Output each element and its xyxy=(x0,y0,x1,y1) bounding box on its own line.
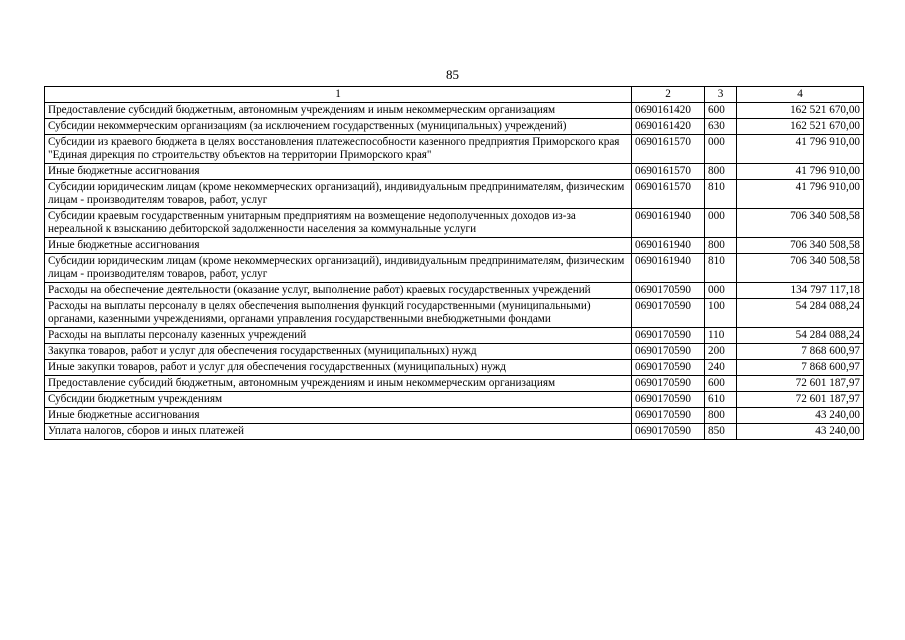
table-row xyxy=(45,424,864,440)
row-csr-cell: 0690170590 xyxy=(632,299,705,328)
row-name-cell: Субсидии некоммерческим организациям (за исключением государственных (муниципальных) учреждений) xyxy=(45,119,632,135)
table-row xyxy=(45,180,864,209)
row-csr-cell: 0690170590 xyxy=(632,344,705,360)
row-sum-cell: 41 796 910,00 xyxy=(737,164,864,180)
row-vr-cell: 000 xyxy=(705,283,737,299)
column-header-csr: 2 xyxy=(632,87,705,103)
row-name-cell: Расходы на выплаты персоналу казенных учреждений xyxy=(45,328,632,344)
table-row xyxy=(45,344,864,360)
row-csr-cell: 0690161420 xyxy=(632,119,705,135)
table-row xyxy=(45,238,864,254)
row-csr-cell: 0690170590 xyxy=(632,376,705,392)
row-name-cell: Субсидии из краевого бюджета в целях восстановления платежеспособности казенного предприятия Приморского края "Единая дирекция по строительству объектов на территории Приморского края" xyxy=(45,135,632,164)
row-name-cell: Предоставление субсидий бюджетным, автономным учреждениям и иным некоммерческим организациям xyxy=(45,103,632,119)
row-name-cell: Иные бюджетные ассигнования xyxy=(45,238,632,254)
row-name-cell: Субсидии юридическим лицам (кроме некоммерческих организаций), индивидуальным предпринимателям, физическим лицам - производителям товаров, работ, услуг xyxy=(45,254,632,283)
table-row xyxy=(45,103,864,119)
table-row xyxy=(45,392,864,408)
row-sum-cell: 706 340 508,58 xyxy=(737,238,864,254)
table-row xyxy=(45,209,864,238)
row-csr-cell: 0690170590 xyxy=(632,392,705,408)
column-header-vr: 3 xyxy=(705,87,737,103)
row-sum-cell: 706 340 508,58 xyxy=(737,209,864,238)
row-csr-cell: 0690161570 xyxy=(632,135,705,164)
budget-table xyxy=(44,86,864,440)
row-sum-cell: 162 521 670,00 xyxy=(737,119,864,135)
table-row xyxy=(45,299,864,328)
row-sum-cell: 134 797 117,18 xyxy=(737,283,864,299)
row-csr-cell: 0690161940 xyxy=(632,254,705,283)
row-vr-cell: 600 xyxy=(705,376,737,392)
row-vr-cell: 610 xyxy=(705,392,737,408)
table-row xyxy=(45,328,864,344)
row-name-cell: Расходы на выплаты персоналу в целях обеспечения выполнения функций государственными (муниципальными) органами, казенными учреждениями, органами управления государственными внебюджетными фондами xyxy=(45,299,632,328)
table-row xyxy=(45,254,864,283)
row-sum-cell: 41 796 910,00 xyxy=(737,180,864,209)
table-row xyxy=(45,408,864,424)
row-vr-cell: 000 xyxy=(705,135,737,164)
column-header-name: 1 xyxy=(45,87,632,103)
row-vr-cell: 200 xyxy=(705,344,737,360)
row-vr-cell: 800 xyxy=(705,238,737,254)
row-name-cell: Расходы на обеспечение деятельности (оказание услуг, выполнение работ) краевых государственных учреждений xyxy=(45,283,632,299)
row-csr-cell: 0690170590 xyxy=(632,360,705,376)
row-sum-cell: 43 240,00 xyxy=(737,424,864,440)
table-header-row xyxy=(45,87,864,103)
row-name-cell: Закупка товаров, работ и услуг для обеспечения государственных (муниципальных) нужд xyxy=(45,344,632,360)
row-vr-cell: 240 xyxy=(705,360,737,376)
row-sum-cell: 706 340 508,58 xyxy=(737,254,864,283)
row-vr-cell: 110 xyxy=(705,328,737,344)
row-vr-cell: 800 xyxy=(705,164,737,180)
row-name-cell: Предоставление субсидий бюджетным, автономным учреждениям и иным некоммерческим организациям xyxy=(45,376,632,392)
row-vr-cell: 810 xyxy=(705,254,737,283)
row-sum-cell: 54 284 088,24 xyxy=(737,328,864,344)
row-name-cell: Субсидии бюджетным учреждениям xyxy=(45,392,632,408)
row-name-cell: Субсидии краевым государственным унитарным предприятиям на возмещение недополученных доходов из-за нереальной к взысканию дебиторской задолженности населения за коммунальные услуги xyxy=(45,209,632,238)
row-csr-cell: 0690161940 xyxy=(632,209,705,238)
row-vr-cell: 800 xyxy=(705,408,737,424)
row-vr-cell: 810 xyxy=(705,180,737,209)
row-sum-cell: 43 240,00 xyxy=(737,408,864,424)
row-sum-cell: 162 521 670,00 xyxy=(737,103,864,119)
row-csr-cell: 0690170590 xyxy=(632,408,705,424)
table-row xyxy=(45,283,864,299)
row-name-cell: Субсидии юридическим лицам (кроме некоммерческих организаций), индивидуальным предпринимателям, физическим лицам - производителям товаров, работ, услуг xyxy=(45,180,632,209)
column-header-sum: 4 xyxy=(737,87,864,103)
row-vr-cell: 850 xyxy=(705,424,737,440)
row-csr-cell: 0690170590 xyxy=(632,424,705,440)
row-vr-cell: 000 xyxy=(705,209,737,238)
row-sum-cell: 72 601 187,97 xyxy=(737,392,864,408)
row-name-cell: Иные бюджетные ассигнования xyxy=(45,408,632,424)
row-vr-cell: 630 xyxy=(705,119,737,135)
table-row xyxy=(45,376,864,392)
row-name-cell: Иные закупки товаров, работ и услуг для обеспечения государственных (муниципальных) нужд xyxy=(45,360,632,376)
row-vr-cell: 100 xyxy=(705,299,737,328)
table-row xyxy=(45,360,864,376)
row-sum-cell: 7 868 600,97 xyxy=(737,344,864,360)
page-number: 85 xyxy=(446,67,459,82)
row-csr-cell: 0690161570 xyxy=(632,180,705,209)
row-csr-cell: 0690170590 xyxy=(632,283,705,299)
row-sum-cell: 72 601 187,97 xyxy=(737,376,864,392)
row-vr-cell: 600 xyxy=(705,103,737,119)
row-name-cell: Уплата налогов, сборов и иных платежей xyxy=(45,424,632,440)
row-csr-cell: 0690161940 xyxy=(632,238,705,254)
table-row xyxy=(45,119,864,135)
row-csr-cell: 0690161570 xyxy=(632,164,705,180)
row-sum-cell: 7 868 600,97 xyxy=(737,360,864,376)
table-row xyxy=(45,135,864,164)
row-name-cell: Иные бюджетные ассигнования xyxy=(45,164,632,180)
row-csr-cell: 0690170590 xyxy=(632,328,705,344)
row-sum-cell: 41 796 910,00 xyxy=(737,135,864,164)
row-sum-cell: 54 284 088,24 xyxy=(737,299,864,328)
table-body xyxy=(45,103,864,440)
table-row xyxy=(45,164,864,180)
row-csr-cell: 0690161420 xyxy=(632,103,705,119)
